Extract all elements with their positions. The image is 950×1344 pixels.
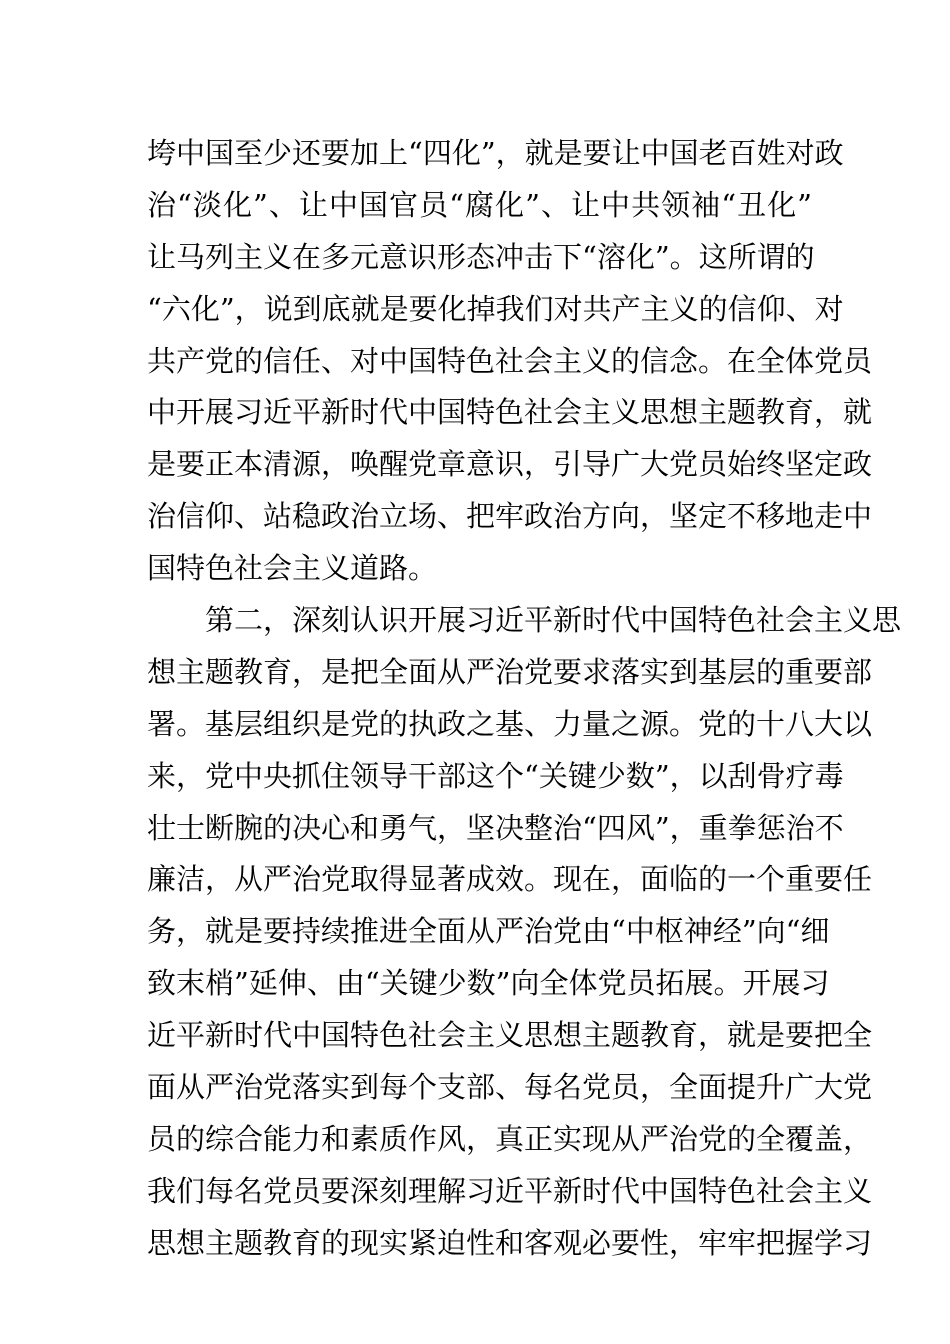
body-text [147,128,902,1270]
text-line: 中开展习近平新时代中国特色社会主义思想主题教育，就 [147,395,873,430]
text-line: 是要正本清源，唤醒党章意识，引导广大党员始终坚定政 [147,447,873,482]
text-line: 务，就是要持续推进全面从严治党由“中枢神经”向“细 [147,914,830,949]
text-line: 来，党中央抓住领导干部这个“关键少数”，以刮骨疗毒 [147,758,844,793]
text-line: 治“淡化”、让中国官员“腐化”、让中共领袖“丑化” [147,187,812,222]
text-line: 思想主题教育的现实紧迫性和客观必要性，牢牢把握学习 [147,1225,873,1260]
text-line: 面从严治党落实到每个支部、每名党员，全面提升广大党 [147,1070,873,1105]
text-line: 第二，深刻认识开展习近平新时代中国特色社会主义思 [147,603,902,638]
text-line: 致末梢”延伸、由“关键少数”向全体党员拓展。开展习 [147,966,830,1001]
text-line: 让马列主义在多元意识形态冲击下“溶化”。这所谓的 [147,239,815,274]
text-line: 治信仰、站稳政治立场、把牢政治方向，坚定不移地走中 [147,499,873,534]
text-line: 共产党的信任、对中国特色社会主义的信念。在全体党员 [147,343,873,378]
text-line: 近平新时代中国特色社会主义思想主题教育，就是要把全 [147,1018,873,1053]
text-line: 署。基层组织是党的执政之基、力量之源。党的十八大以 [147,706,873,741]
text-line: 我们每名党员要深刻理解习近平新时代中国特色社会主义 [147,1173,873,1208]
text-line: 想主题教育，是把全面从严治党要求落实到基层的重要部 [147,654,873,689]
text-line: 廉洁，从严治党取得显著成效。现在，面临的一个重要任 [147,862,873,897]
text-line: 国特色社会主义道路。 [147,551,438,586]
text-line: 员的综合能力和素质作风，真正实现从严治党的全覆盖， [147,1121,873,1156]
text-line: 垮中国至少还要加上“四化”，就是要让中国老百姓对政 [147,136,844,170]
text-line: “六化”，说到底就是要化掉我们对共产主义的信仰、对 [147,291,844,326]
text-line: 壮士断腕的决心和勇气，坚决整治“四风”，重拳惩治不 [147,810,844,845]
